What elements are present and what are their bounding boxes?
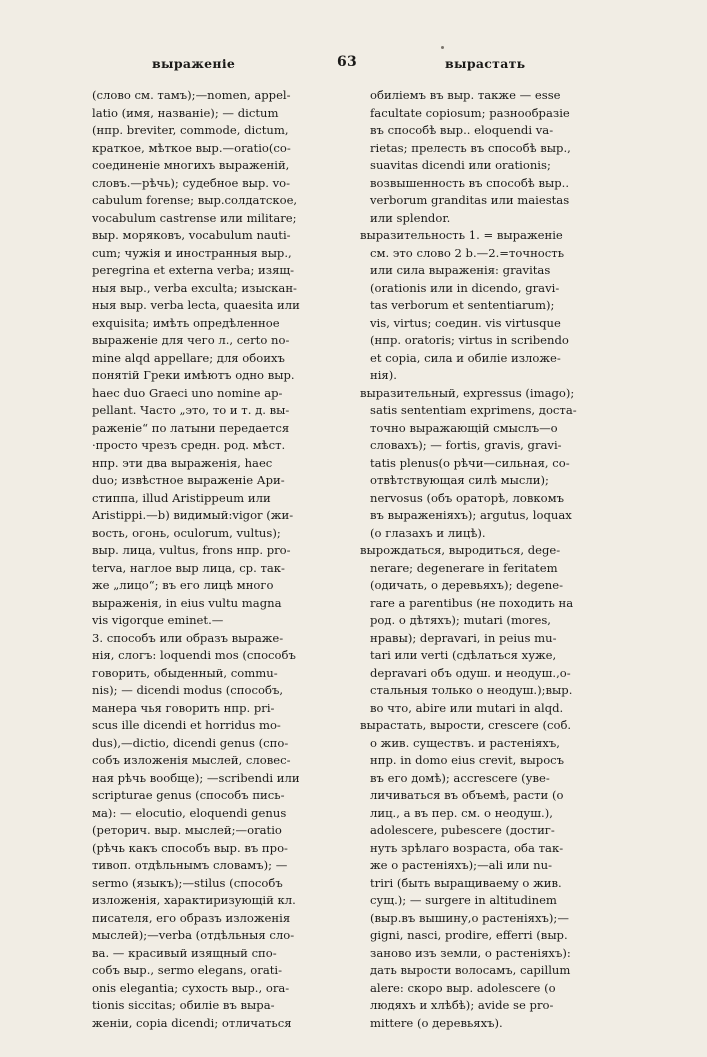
text-line: tionis siccitas; обиліе въ выра- [92,998,275,1012]
right-column [360,87,622,1032]
text-line: pellant. Часто „это, то и т. д. вы- [92,403,290,417]
text-line: verborum granditas или maiestas [370,193,570,207]
text-line: nervosus (объ ораторѣ, ловкомъ [370,490,564,505]
text-line: собъ выр., sermo elegans, orati- [92,963,283,977]
text-line: peregrina et externa verba; изящ- [92,263,295,277]
text-line: Aristippi.—b) видимый:vigor (жи- [92,508,294,522]
text-line: nerare; degenerare in feritatem [370,560,558,575]
text-line: cabulum forense; выр.солдатское, [92,193,298,207]
text-line: vis vigorque eminet.— [92,613,224,627]
text-line: tatis plenus(о рѣчи—сильная, со- [370,455,570,470]
text-line: nis); — dicendi modus (способъ, [92,683,284,697]
text-line: mittere (о деревьяхъ). [370,1015,503,1030]
text-line: dus),—dictio, dicendi genus (спо- [92,735,289,750]
text-line: tari или verti (сдѣлаться хуже, [370,648,557,662]
text-line: вырождаться, выродиться, dege- [360,543,561,557]
text-line: sermo (языкъ);—stilus (способъ [92,875,283,890]
text-line: terva, наглое выр лица, ср. так- [92,560,285,575]
text-line: точно выражающій смыслъ—о [370,420,558,435]
text-line: понятій Греки имѣютъ одно выр. [92,368,295,382]
text-line: нія, слогъ: loquendi mos (способъ [92,648,296,662]
text-line: scripturae genus (способъ пись- [92,788,285,802]
text-line: выраженія, in eius vultu magna [92,595,282,610]
text-line: выраженіе для чего л., certo no- [92,333,290,347]
text-line: же „лицо“; въ его лицѣ много [92,578,274,592]
text-line: см. это слово 2 b.—2.=точность [370,245,565,260]
text-line: facultate copiosum; разнообразіе [370,105,570,120]
text-line: вырастать, вырости, crescere (соб. [360,718,572,732]
text-line: выразительность 1. = выраженіе [360,228,563,242]
page-header [0,56,707,78]
text-line: нуть зрѣлаго возраста, оба так- [370,840,564,855]
text-line: (одичать, о деревьяхъ); degene- [370,578,563,592]
text-line: во что, abire или mutari in alqd. [370,700,564,715]
text-line: краткое, мѣткое выр.—oratio(со- [92,140,291,155]
text-line: ·просто чрезъ средн. род. мѣст. [92,438,286,452]
text-line: отвѣтствующая силѣ мысли); [370,473,549,487]
text-line: стиппа, illud Aristippeum или [92,490,271,505]
text-line: ва. — красивый изящный спо- [92,945,277,960]
text-line: словъ.—рѣчь); судебное выр. vo- [92,175,291,190]
text-line: въ его домѣ); accrescere (уве- [370,770,550,785]
text-line: лиц., а въ пер. см. о неодуш.), [370,805,553,820]
text-line: satis sententiam exprimens, доста- [370,403,577,417]
text-line: собъ изложенія мыслей, словес- [92,753,291,767]
text-line: mine alqd appellare; для обоихъ [92,350,285,365]
text-line: дать вырости волосамъ, capillum [370,963,571,977]
text-line: людяхъ и хлѣбѣ); avide se pro- [370,998,554,1012]
text-line: нравы); depravari, in peius mu- [370,630,557,645]
text-line: раженіе“ по латыни передается [92,420,290,435]
text-line: vocabulum castrense или militare; [92,210,297,225]
text-line: (о глазахъ и лицѣ). [370,525,486,540]
text-line: или сила выраженія: gravitas [370,263,551,277]
page-number: 63 [337,54,358,70]
text-line: обиліемъ въ выр. также — esse [370,88,561,102]
text-line: возвышенность въ способѣ выр.. [370,175,570,190]
text-line: exquisita; имѣть опредѣленное [92,315,280,330]
text-line: въ способѣ выр.. eloquendi va- [370,123,554,137]
text-line: изложенія, характиризующій кл. [92,893,296,907]
text-line: triri (быть выращиваему о жив. [370,875,562,890]
text-line: ныя выр. verba lecta, quaesita или [92,298,300,312]
text-line: род. о дѣтяхъ); mutari (mores, [370,613,551,627]
text-line: onis elegantia; сухость выр., ora- [92,980,290,995]
text-line: (слово см. тамъ);—nomen, appel- [92,88,291,102]
text-line: tas verborum et sententiarum); [370,298,555,312]
text-line: vis, virtus; соедин. vis virtusque [370,315,561,330]
text-line: duo; извѣстное выраженіе Ари- [92,473,285,487]
text-line: suavitas dicendi или orationis; [370,158,551,172]
text-line: манера чья говорить нпр. pri- [92,700,275,715]
text-line: соединеніе многихъ выраженій, [92,158,290,172]
text-line: о жив. существъ. и растеніяхъ, [370,735,560,750]
text-line: et copia, сила и обиліе изложе- [370,350,561,365]
text-line: заново изъ земли, о растеніяхъ): [370,945,571,960]
text-line: (выр.въ вышину,о растеніяхъ);— [370,910,569,925]
text-line: ма): — elocutio, eloquendi genus [92,805,287,820]
text-line: тивоп. отдѣльнымъ словамъ); — [92,858,288,872]
text-line: cum; чужія и иностранныя выр., [92,245,292,260]
text-line: scus ille dicendi et horridus mo- [92,718,281,732]
text-line: выр. моряковъ, vocabulum nauti- [92,228,291,242]
text-line: alere: скоро выр. adolescere (о [370,980,556,995]
text-line: (рѣчь какъ способъ выр. въ про- [92,840,288,855]
text-line: стальныя только о неодуш.);выр. [370,683,573,697]
text-line: adolescere, pubescere (достиг- [370,823,555,837]
text-line: ная рѣчь вообще); —scribendi или [92,770,300,785]
text-line: (нпр. breviter, commode, dictum, [92,123,289,137]
text-line: latio (имя, названіе); — dictum [92,105,279,120]
text-line: мыслей);—verba (отдѣльныя сло- [92,928,295,942]
text-line: gigni, nasci, prodire, efferri (выр. [370,928,568,942]
text-line: сущ.); — surgere in altitudinem [370,893,557,907]
left-column [92,87,350,1032]
text-line: писателя, его образъ изложенія [92,910,291,925]
text-line: ныя выр., verba exculta; изыскан- [92,280,297,295]
text-line: rare a parentibus (не походить на [370,595,574,610]
text-line: (orationis или in dicendo, gravi- [370,280,560,295]
text-line: нія). [370,368,397,382]
text-line: говорить, обыденный, commu- [92,665,278,680]
print-speck [441,46,444,49]
text-line: (реторич. выр. мыслей;—oratio [92,823,282,837]
text-line: вость, огонь, oculorum, vultus); [92,525,281,540]
text-line: haec duo Graeci uno nomine ap- [92,385,283,400]
text-line: выр. лица, vultus, frons нпр. pro- [92,543,291,557]
text-line: личиваться въ объемѣ, расти (о [370,788,564,802]
text-line: нпр. in domo eius crevit, выросъ [370,753,565,767]
text-line: depravari объ одуш. и неодуш.,о- [370,665,571,680]
text-line: въ выраженіяхъ); argutus, loquax [370,508,572,522]
text-line: нпр. эти два выраженія, haec [92,455,273,470]
header-right-word: вырастать [445,56,526,71]
text-line: женіи, copia dicendi; отличаться [92,1015,292,1030]
text-line: 3. способъ или образъ выраже- [92,630,284,645]
text-line: же о растеніяхъ);—ali или nu- [370,858,553,872]
text-line: rietas; прелесть въ способѣ выр., [370,140,571,155]
text-line: словахъ); — fortis, gravis, gravi- [370,438,562,452]
text-line: или splendor. [370,210,451,225]
text-line: (нпр. oratoris; virtus in scribendo [370,333,569,347]
header-left-word: выраженіе [152,56,236,71]
text-line: выразительный, expressus (imago); [360,385,575,400]
